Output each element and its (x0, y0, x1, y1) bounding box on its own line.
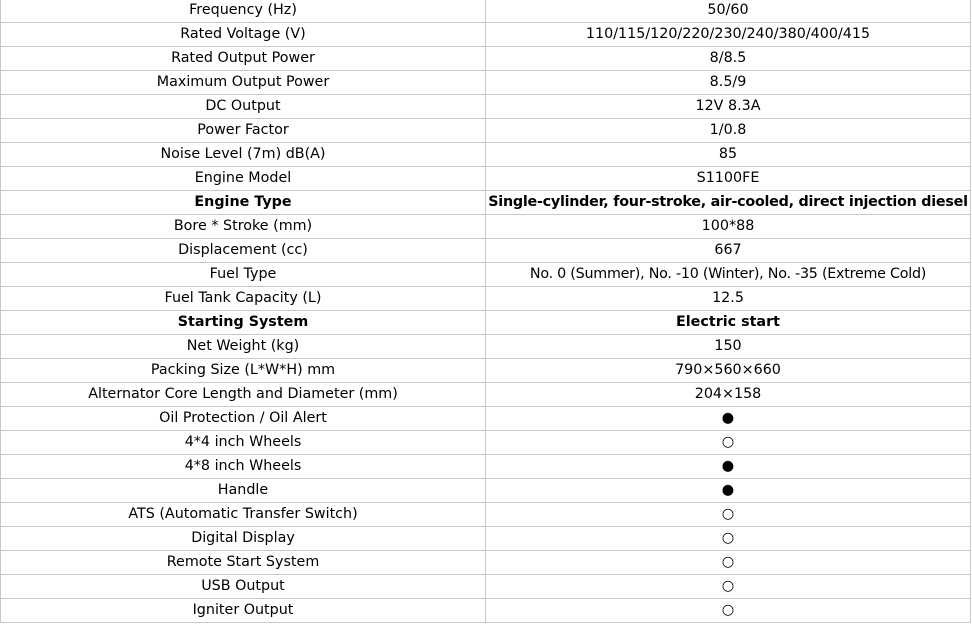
table-row (1, 503, 971, 527)
spec-label: Alternator Core Length and Diameter (mm) (1, 383, 486, 407)
spec-label: Maximum Output Power (1, 71, 486, 95)
table-row (1, 551, 971, 575)
table-row (1, 95, 971, 119)
spec-value: 8/8.5 (486, 47, 971, 71)
feature-indicator: ○ (486, 527, 971, 551)
table-row (1, 143, 971, 167)
spec-label: Bore * Stroke (mm) (1, 215, 486, 239)
spec-label: ATS (Automatic Transfer Switch) (1, 503, 486, 527)
table-row (1, 479, 971, 503)
spec-label: 4*8 inch Wheels (1, 455, 486, 479)
spec-table-body (1, 0, 971, 623)
spec-label: Frequency (Hz) (1, 0, 486, 23)
spec-value: 204×158 (486, 383, 971, 407)
spec-label: Rated Voltage (V) (1, 23, 486, 47)
spec-value: 50/60 (486, 0, 971, 23)
table-row (1, 239, 971, 263)
spec-label: Noise Level (7m) dB(A) (1, 143, 486, 167)
feature-indicator: ● (486, 455, 971, 479)
spec-label: Oil Protection / Oil Alert (1, 407, 486, 431)
spec-label: Starting System (1, 311, 486, 335)
spec-label: Engine Model (1, 167, 486, 191)
table-row (1, 215, 971, 239)
spec-value: 85 (486, 143, 971, 167)
spec-value: S1100FE (486, 167, 971, 191)
spec-label: Fuel Type (1, 263, 486, 287)
table-row (1, 47, 971, 71)
spec-value: 667 (486, 239, 971, 263)
spec-value: 110/115/120/220/230/240/380/400/415 (486, 23, 971, 47)
feature-indicator: ○ (486, 551, 971, 575)
table-row (1, 191, 971, 215)
table-row (1, 527, 971, 551)
table-row (1, 167, 971, 191)
spec-value: Electric start (486, 311, 971, 335)
feature-indicator: ○ (486, 431, 971, 455)
spec-label: DC Output (1, 95, 486, 119)
table-row (1, 311, 971, 335)
spec-value: 8.5/9 (486, 71, 971, 95)
spec-value: 12V 8.3A (486, 95, 971, 119)
spec-label: Fuel Tank Capacity (L) (1, 287, 486, 311)
spec-label: Net Weight (kg) (1, 335, 486, 359)
spec-value: No. 0 (Summer), No. -10 (Winter), No. -35 (Extreme Cold) (486, 263, 971, 287)
spec-label: Displacement (cc) (1, 239, 486, 263)
table-row (1, 71, 971, 95)
spec-label: Remote Start System (1, 551, 486, 575)
table-row (1, 335, 971, 359)
table-row (1, 0, 971, 23)
spec-value: 12.5 (486, 287, 971, 311)
feature-indicator: ○ (486, 599, 971, 623)
feature-indicator: ○ (486, 575, 971, 599)
spec-label: Rated Output Power (1, 47, 486, 71)
spec-value: 150 (486, 335, 971, 359)
spec-label: Power Factor (1, 119, 486, 143)
spec-label: Handle (1, 479, 486, 503)
table-row (1, 599, 971, 623)
table-row (1, 407, 971, 431)
spec-label: Digital Display (1, 527, 486, 551)
table-row (1, 119, 971, 143)
spec-value: Single-cylinder, four-stroke, air-cooled, direct injection diesel (486, 191, 971, 215)
table-row (1, 455, 971, 479)
table-row (1, 287, 971, 311)
spec-label: USB Output (1, 575, 486, 599)
table-row (1, 575, 971, 599)
feature-indicator: ● (486, 479, 971, 503)
spec-value: 100*88 (486, 215, 971, 239)
spec-value: 790×560×660 (486, 359, 971, 383)
table-row (1, 263, 971, 287)
spec-value: 1/0.8 (486, 119, 971, 143)
spec-label: Igniter Output (1, 599, 486, 623)
spec-label: Engine Type (1, 191, 486, 215)
spec-label: Packing Size (L*W*H) mm (1, 359, 486, 383)
table-row (1, 383, 971, 407)
table-row (1, 359, 971, 383)
table-row (1, 431, 971, 455)
feature-indicator: ○ (486, 503, 971, 527)
feature-indicator: ● (486, 407, 971, 431)
table-row (1, 23, 971, 47)
spec-label: 4*4 inch Wheels (1, 431, 486, 455)
